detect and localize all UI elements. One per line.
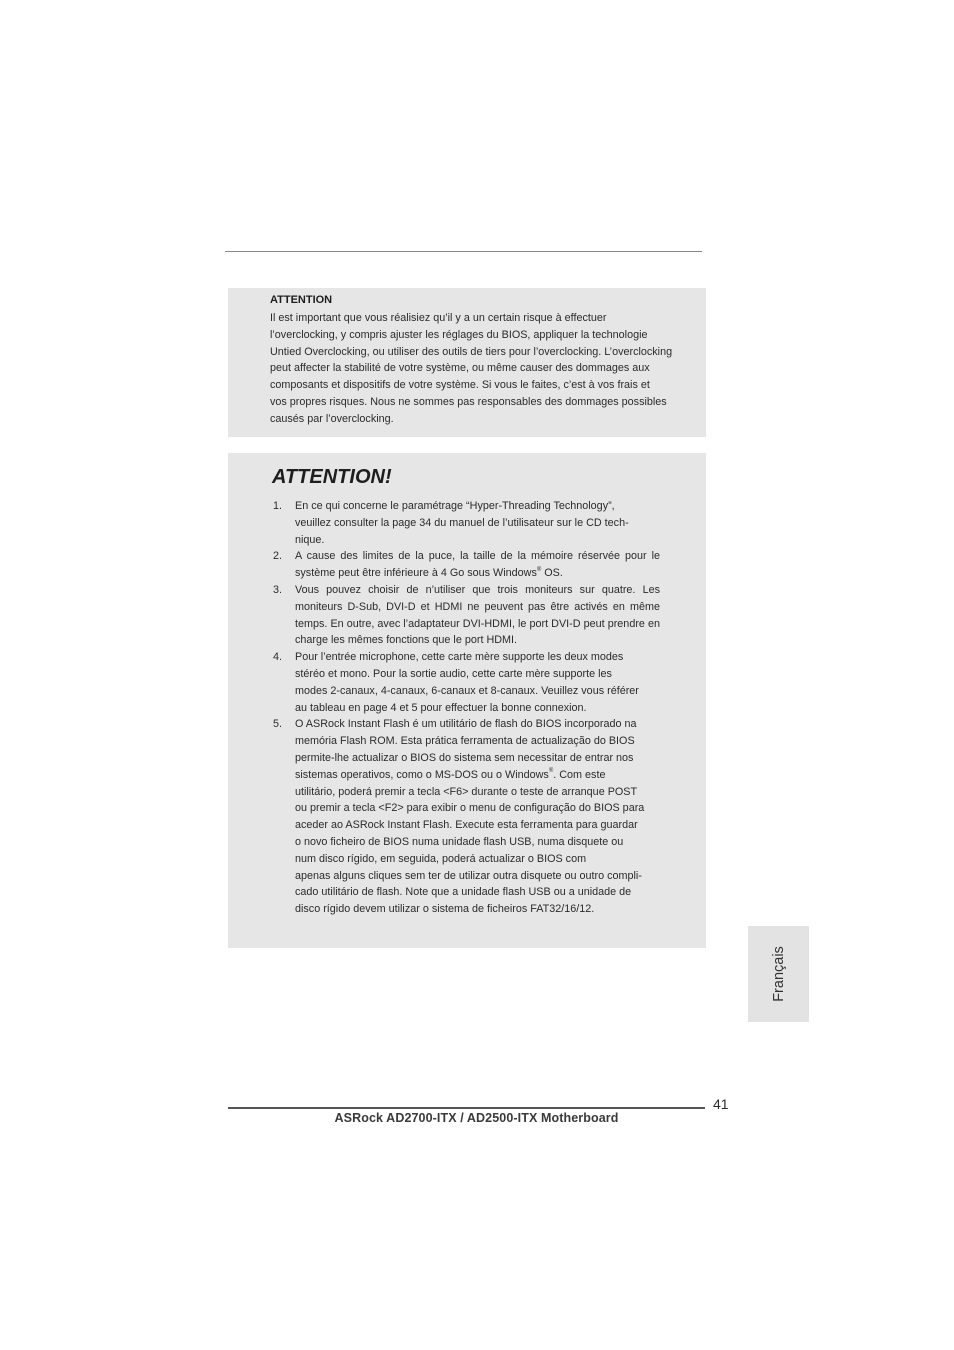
list-item-number: 3. [273,583,283,596]
list-item-text [295,548,660,582]
list-item-number: 1. [273,500,283,512]
list-item-text-part: OS. [541,567,563,580]
list-item [272,498,660,548]
list-item [272,582,660,649]
list-item-text: En ce qui concerne le paramétrage “Hyper-Threading Technology”, veuillez consulter la page 34 du manuel de l’utilisateur sur le CD tech- nique. [295,500,629,546]
registered-mark: ® [536,566,542,573]
list-item-text-part: . Com este utilitário, poderá premir a tecla <F6> durante o teste de arranque POST ou premir a tecla <F2> para exibir o menu de configuração do BIOS para aceder ao ASRock Instant Flash. Execute esta ferramenta para guardar o novo ficheiro de BIOS numa unidade flash USB, numa disquete ou num disco rígido, em seguida, poderá actualizar o BIOS com apenas alguns cliques sem ter de utilizar outra disquete ou outro compli- cado utilitário de flash. Note que a unidade flash USB ou a unidade de disco rígido devem utilizar o sistema de ficheiros FAT32/16/12. [295,768,645,916]
footer-divider [228,1107,705,1109]
page-number: 41 [713,1096,729,1112]
header-divider [225,251,702,252]
list-item [272,548,660,582]
list-item [272,649,660,716]
list-item-text-part: A cause des limites de la puce, la taille de la mémoire réservée pour le système peut être inférieure à 4 Go sous Windows [295,550,660,580]
list-item-number: 2. [273,550,283,563]
footer-product-name: ASRock AD2700-ITX / AD2500-ITX Motherboard [334,1111,619,1125]
overclocking-attention-box [228,288,706,437]
list-item-text: Vous pouvez choisir de n’utiliser que trois moniteurs sur quatre. Les moniteurs D-Sub, DVI-D et HDMI ne peuvent pas être activés en même temps. En outre, avec l’adaptateur DVI-HDMI, le port DVI-D peut prendre en charge les mêmes fonctions que le port HDMI. [295,583,660,647]
attention-heading: ATTENTION [270,294,333,306]
list-item-text: Pour l’entrée microphone, cette carte mère supporte les deux modes stéréo et mono. Pour la sortie audio, cette carte mère supporte les modes 2-canaux, 4-canaux, 6-canaux et 8-canaux. Veuillez vous référer au tableau en page 4 et 5 pour effectuer la bonne connexion. [295,651,639,714]
list-item-text-part: O ASRock Instant Flash é um utilitário de flash do BIOS incorporado na memória Flash ROM. Esta prática ferramenta de actualização do BIOS permite-lhe actualizar o BIOS do sistema sem necessitar de entrar nos sistemas operativos, como o MS-DOS ou o Windows [295,718,637,781]
list-item-number: 4. [273,651,283,664]
registered-mark: ® [548,768,554,775]
overclocking-warning-text: Il est important que vous réalisiez qu’il y a un certain risque à effectuer l’overclocking, y compris ajuster les réglages du BIOS, appliquer la technologie Untied Overclocking, ou utiliser des outils de tiers pour l’overclocking. L’overclocking peut affecter la stabilité de votre système, ou même causer des dommages aux composants et dispositifs de votre système. Si vous le faites, c’est à vos frais et vos propres risques. Nous ne sommes pas responsables des dommages possibles causés par l’overclocking. [270,312,673,425]
attention-title: ATTENTION! [272,466,392,488]
list-item-text [295,716,660,918]
language-side-tab [748,926,809,1022]
list-item-number: 5. [273,718,283,731]
attention-list [272,498,660,918]
attention-notes-box [228,453,706,948]
language-label: Français [770,946,787,1002]
list-item [272,716,660,918]
